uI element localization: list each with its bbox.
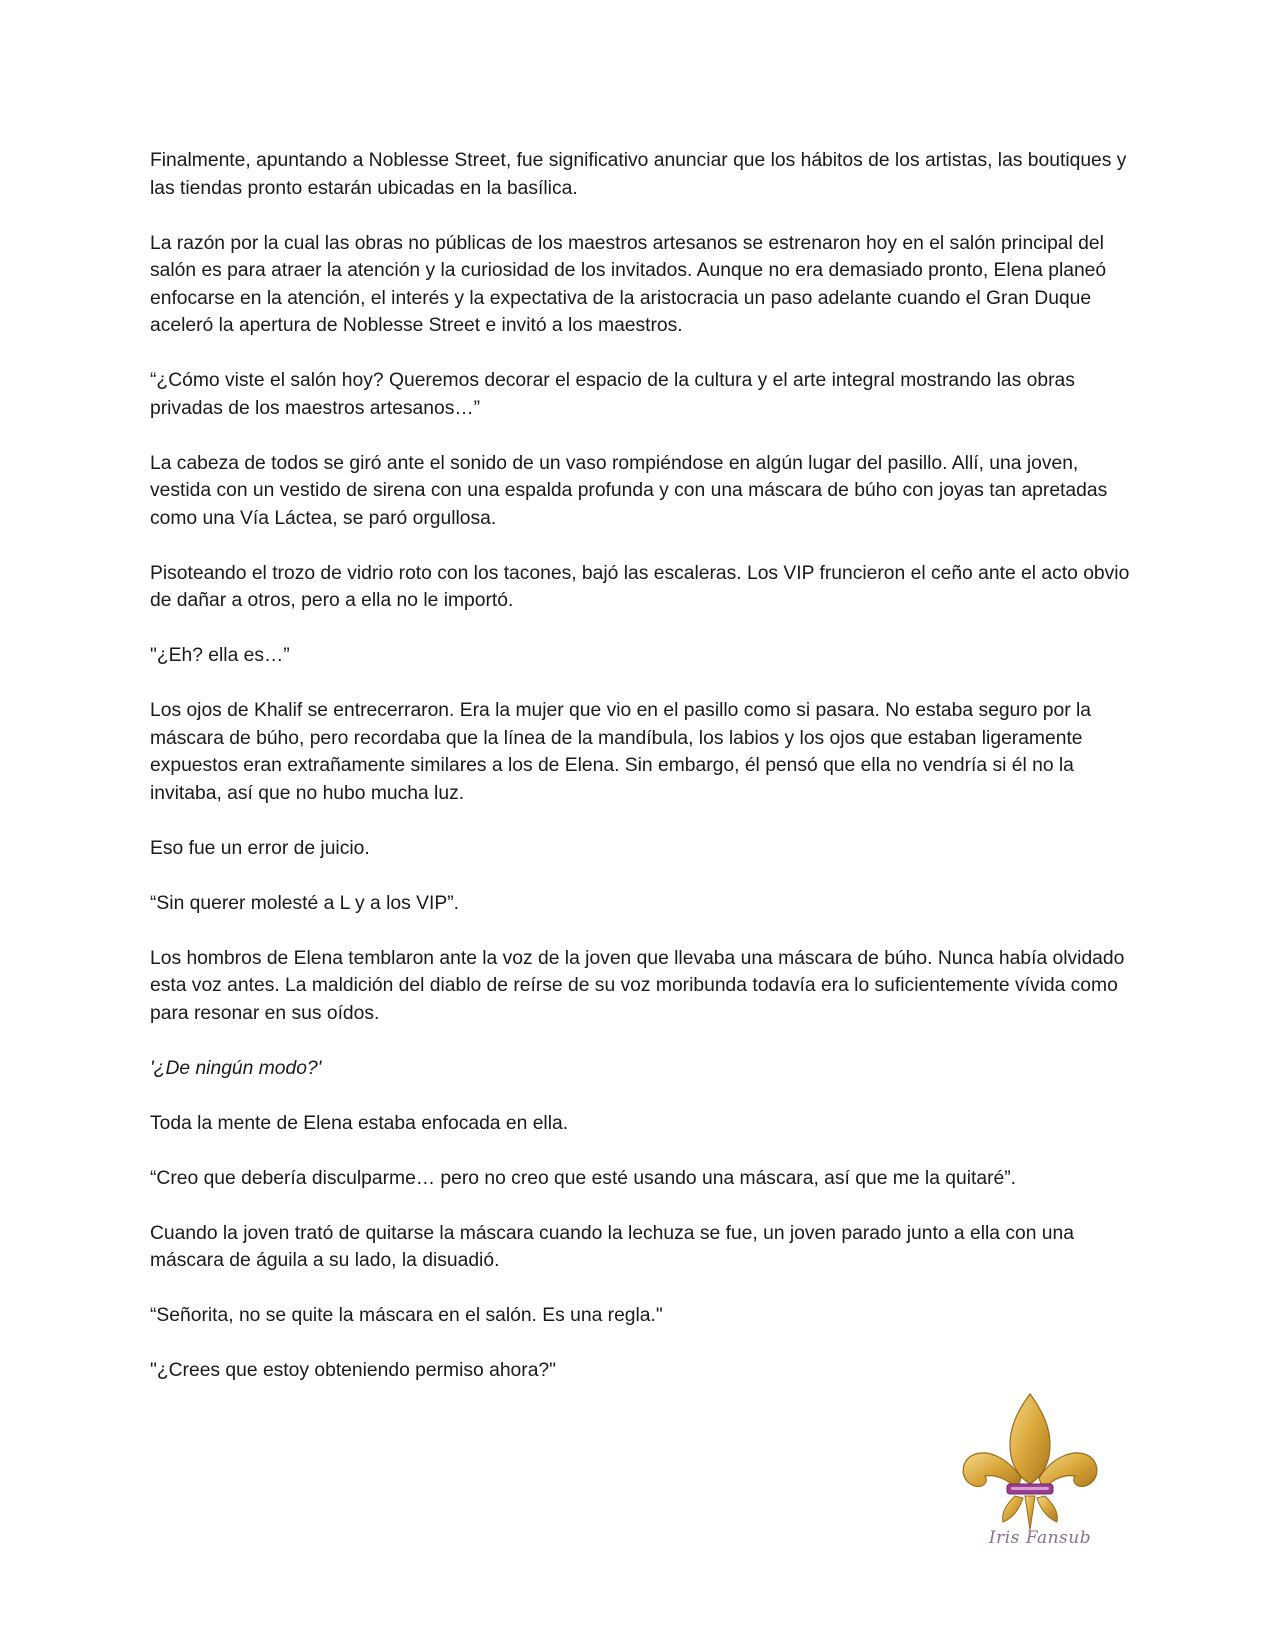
paragraph: “¿Cómo viste el salón hoy? Queremos decorar el espacio de la cultura y el arte integral mostrando las obras privadas de los maestros artesanos…” bbox=[150, 370, 1075, 419]
paragraph: “Señorita, no se quite la máscara en el salón. Es una regla." bbox=[150, 1305, 663, 1326]
paragraph: “Sin querer molesté a L y a los VIP”. bbox=[150, 892, 459, 914]
paragraph: Toda la mente de Elena estaba enfocada en ella. bbox=[150, 1112, 569, 1134]
fansub-signature: Iris Fansub bbox=[988, 1528, 1092, 1548]
paragraph: Cuando la joven trató de quitarse la máscara cuando la lechuza se fue, un joven parado junto a ella con una máscara de águila a su lado, la disuadió. bbox=[150, 1222, 1074, 1271]
paragraph: Eso fue un error de juicio. bbox=[150, 837, 370, 859]
paragraph: Pisoteando el trozo de vidrio roto con los tacones, bajó las escaleras. Los VIP fruncieron el ceño ante el acto obvio de dañar a otros, pero a ella no le importó. bbox=[150, 562, 1130, 611]
paragraph: "¿Eh? ella es…” bbox=[150, 645, 290, 666]
paragraph: "¿Crees que estoy obteniendo permiso ahora?" bbox=[150, 1360, 556, 1381]
paragraph: “Creo que debería disculparme… pero no creo que esté usando una máscara, así que me la quitaré”. bbox=[150, 1167, 1017, 1189]
document-body bbox=[150, 147, 1140, 1412]
paragraph: Los hombros de Elena temblaron ante la voz de la joven que llevaba una máscara de búho. Nunca había olvidado esta voz antes. La maldición del diablo de reírse de su voz moribunda todavía era lo suficientemente vívida como para resonar en sus oídos. bbox=[150, 947, 1125, 1024]
paragraph: Los ojos de Khalif se entrecerraron. Era la mujer que vio en el pasillo como si pasara. No estaba seguro por la máscara de búho, pero recordaba que la línea de la mandíbula, los labios y los ojos que estaban ligeramente expuestos eran extrañamente similares a los de Elena. Sin embargo, él pensó que ella no vendría si él no la invitaba, así que no hubo mucha luz. bbox=[150, 700, 1092, 804]
paragraph: Finalmente, apuntando a Noblesse Street, fue significativo anunciar que los hábitos de los artistas, las boutiques y las tiendas pronto estarán ubicadas en la basílica. bbox=[150, 150, 1127, 199]
paragraph: '¿De ningún modo?' bbox=[150, 1057, 322, 1079]
paragraph: La razón por la cual las obras no públicas de los maestros artesanos se estrenaron hoy en el salón principal del salón es para atraer la atención y la curiosidad de los invitados. Aunque no era demasiado pronto, Elena planeó enfocarse en la atención, el interés y la expectativa de la aristocracia un paso adelante cuando el Gran Duque aceleró la apertura de Noblesse Street e invitó a los maestros. bbox=[150, 232, 1107, 336]
paragraph: La cabeza de todos se giró ante el sonido de un vaso rompiéndose en algún lugar del pasillo. Allí, una joven, vestida con un vestido de sirena con una espalda profunda y con una máscara de búho con joyas tan apretadas como una Vía Láctea, se paró orgullosa. bbox=[150, 452, 1108, 529]
